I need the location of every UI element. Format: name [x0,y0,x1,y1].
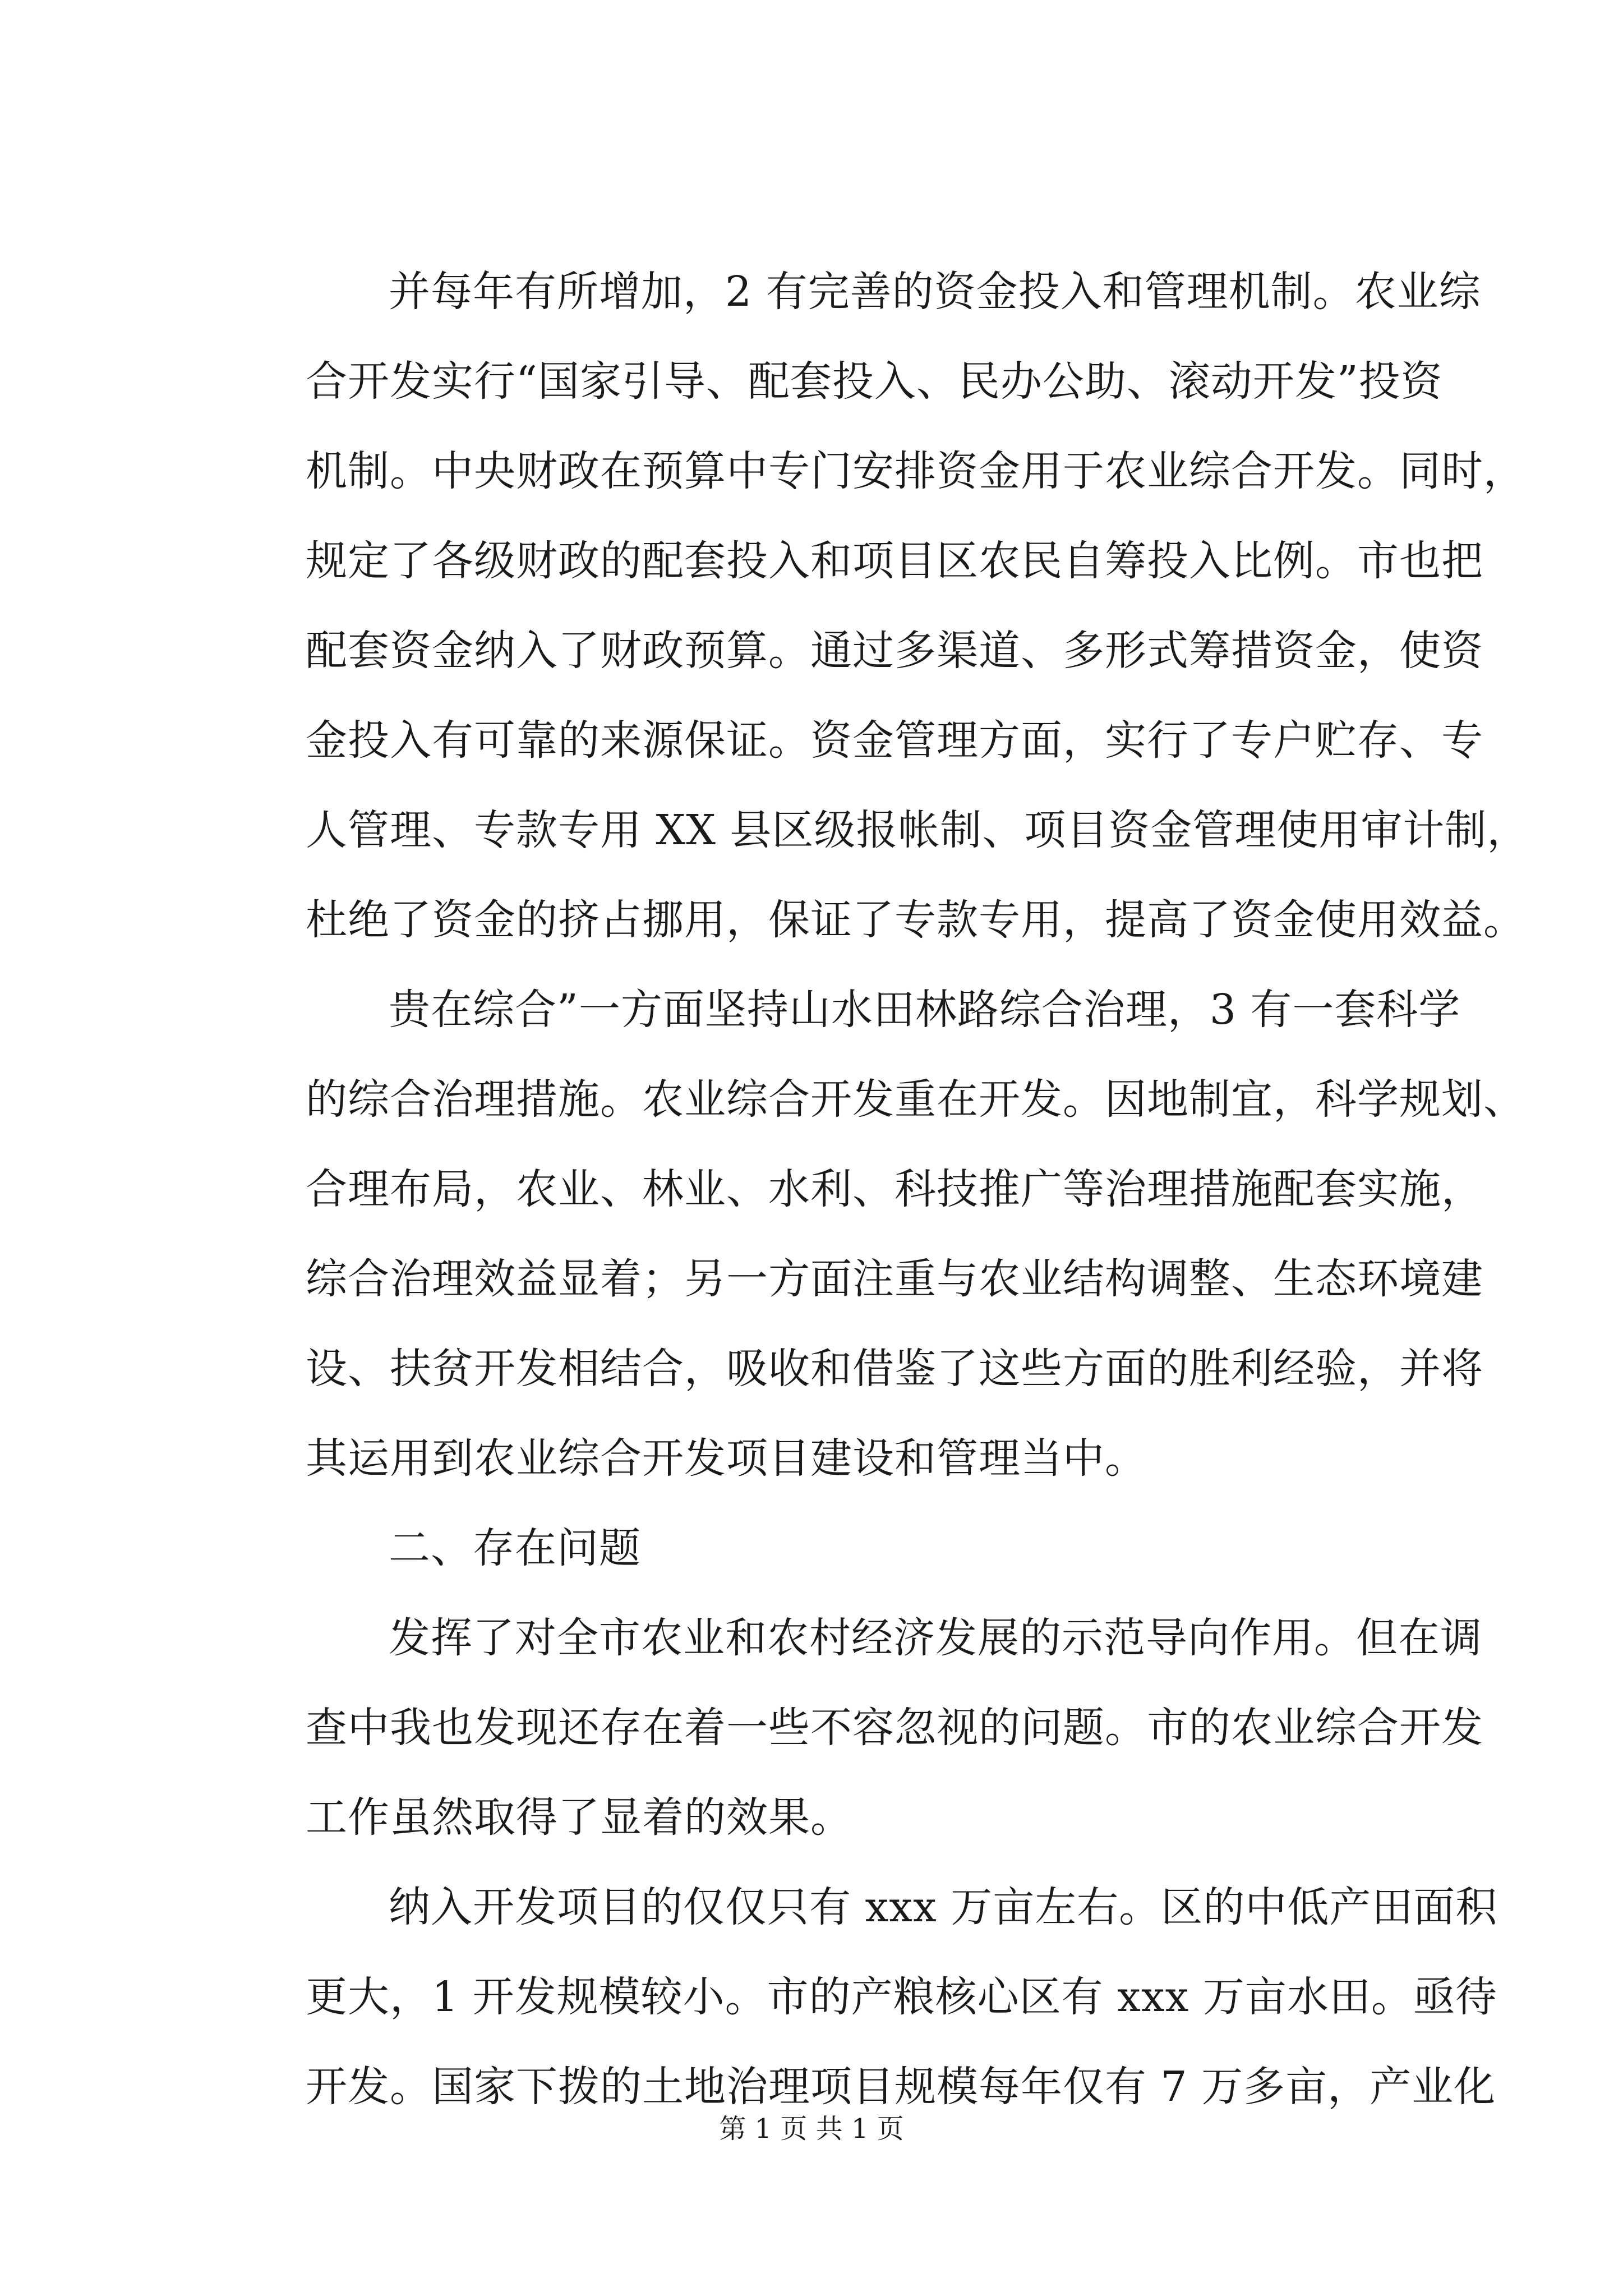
text-line: 其运用到农业综合开发项目建设和管理当中。 [306,1434,1147,1483]
page-number-footer: 第 1 页 共 1 页 [719,2113,904,2145]
text-line: 人管理、专款专用 XX 县区级报帐制、项目资金管理使用审计制， [306,806,1529,854]
text-line: 金投入有可靠的来源保证。资金管理方面，实行了专户贮存、专 [306,716,1483,765]
text-line: 设、扶贫开发相结合，吸收和借鉴了这些方面的胜利经验，并将 [306,1345,1483,1393]
text-line: 开发。国家下拨的土地治理项目规模每年仅有 7 万多亩，产业化 [306,2063,1496,2111]
document-body [306,247,1529,2132]
text-line-paragraph-2: 贵在综合”一方面坚持山水田林路综合治理，3 有一套科学 [389,986,1461,1034]
text-line-paragraph-1: 并每年有所增加，2 有完善的资金投入和管理机制。农业综 [389,268,1481,316]
text-line: 综合治理效益显着；另一方面注重与农业结构调整、生态环境建 [306,1255,1483,1303]
text-line: 配套资金纳入了财政预算。通过多渠道、多形式筹措资金，使资 [306,627,1483,675]
text-line: 规定了各级财政的配套投入和项目区农民自筹投入比例。市也把 [306,537,1483,585]
text-line: 合理布局，农业、林业、水利、科技推广等治理措施配套实施， [306,1165,1483,1213]
text-line: 合开发实行“国家引导、配套投入、民办公助、滚动开发”投资 [306,357,1443,406]
text-line: 的综合治理措施。农业综合开发重在开发。因地制宜，科学规划、 [306,1075,1525,1124]
text-line-paragraph-4: 纳入开发项目的仅仅只有 xxx 万亩左右。区的中低产田面积 [389,1883,1498,1931]
section-heading: 二、存在问题 [389,1524,641,1572]
text-line: 机制。中央财政在预算中专门安排资金用于农业综合开发。同时， [306,447,1525,495]
text-line-paragraph-3: 发挥了对全市农业和农村经济发展的示范导向作用。但在调 [389,1614,1482,1662]
text-line: 杜绝了资金的挤占挪用，保证了专款专用，提高了资金使用效益。 [306,896,1525,944]
text-line: 工作虽然取得了显着的效果。 [306,1793,852,1842]
text-line: 查中我也发现还存在着一些不容忽视的问题。市的农业综合开发 [306,1704,1483,1752]
text-line: 更大，1 开发规模较小。市的产粮核心区有 xxx 万亩水田。亟待 [306,1973,1497,2021]
